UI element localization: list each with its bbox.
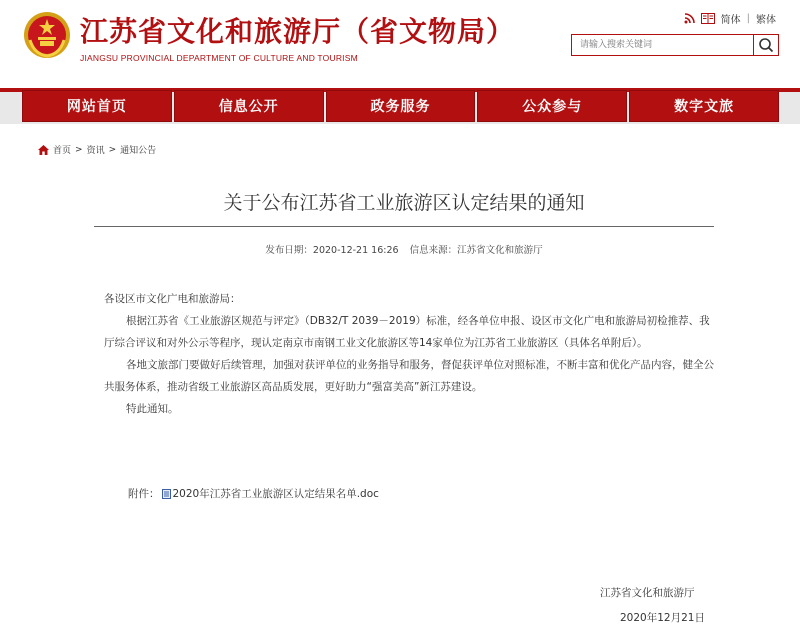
nav-item-government-services[interactable]: 政务服务	[326, 90, 476, 122]
publish-date: 发布日期：2020-12-21 16:26	[265, 245, 399, 256]
attachment-link[interactable]: 2020年江苏省工业旅游区认定结果名单.doc	[172, 488, 379, 500]
top-links-separator: |	[746, 13, 750, 24]
title-divider	[94, 226, 714, 227]
signature-org: 江苏省文化和旅游厅	[600, 587, 695, 599]
attachment	[128, 486, 379, 501]
article-meta	[94, 242, 714, 256]
article-body	[104, 288, 714, 420]
national-emblem-icon[interactable]	[22, 10, 72, 60]
search-box	[571, 34, 779, 56]
search-input[interactable]	[572, 35, 760, 55]
simplified-chinese-link[interactable]: 简体	[720, 15, 741, 26]
traditional-chinese-link[interactable]: 繁体	[756, 15, 776, 26]
salutation: 各设区市文化广电和旅游局：	[104, 293, 241, 305]
signature-date: 2020年12月21日	[620, 612, 705, 624]
site-header	[0, 0, 800, 88]
breadcrumb-home[interactable]: 首页	[53, 146, 72, 156]
breadcrumb-separator: >	[75, 144, 83, 155]
article-title: 关于公布江苏省工业旅游区认定结果的通知	[223, 192, 585, 214]
rss-icon[interactable]	[684, 13, 695, 24]
breadcrumb	[38, 143, 156, 156]
paragraph: 根据江苏省《工业旅游区规范与评定》（DB32/T 2039－2019）标准，经各单位申报、设区市文化广电和旅游局初检推荐、我厅综合评议和对外公示等程序，现认定南京市南钢工业文化旅游区等14家单位为江苏省工业旅游区（具体名单附后）。	[104, 315, 710, 349]
paragraph: 各地文旅部门要做好后续管理，加强对获评单位的业务指导和服务，督促获评单位对照标准，不断丰富和优化产品内容，健全公共服务体系，推动省级工业旅游区高品质发展，更好助力“强富美高”新江苏建设。	[104, 359, 714, 393]
paragraph: 特此通知。	[126, 403, 179, 415]
home-icon	[38, 145, 49, 155]
main-nav	[22, 90, 779, 122]
top-links	[684, 11, 776, 26]
nav-item-info-disclosure[interactable]: 信息公开	[174, 90, 324, 122]
info-source: 信息来源：江苏省文化和旅游厅	[409, 245, 543, 256]
breadcrumb-notice[interactable]: 通知公告	[120, 146, 157, 156]
book-icon[interactable]	[701, 13, 715, 24]
site-title[interactable]: 江苏省文化和旅游厅（省文物局）	[80, 15, 516, 48]
breadcrumb-separator: >	[108, 144, 117, 155]
doc-icon	[162, 489, 171, 499]
search-button[interactable]	[753, 35, 778, 55]
site-subtitle: JIANGSU PROVINCIAL DEPARTMENT OF CULTURE AND TOURISM	[80, 53, 358, 63]
nav-item-digital-tourism[interactable]: 数字文旅	[629, 90, 779, 122]
nav-item-public-participation[interactable]: 公众参与	[477, 90, 627, 122]
nav-item-home[interactable]: 网站首页	[22, 90, 172, 122]
search-icon	[754, 35, 778, 55]
attachment-label: 附件：	[128, 488, 160, 500]
breadcrumb-news[interactable]: 资讯	[86, 146, 105, 156]
